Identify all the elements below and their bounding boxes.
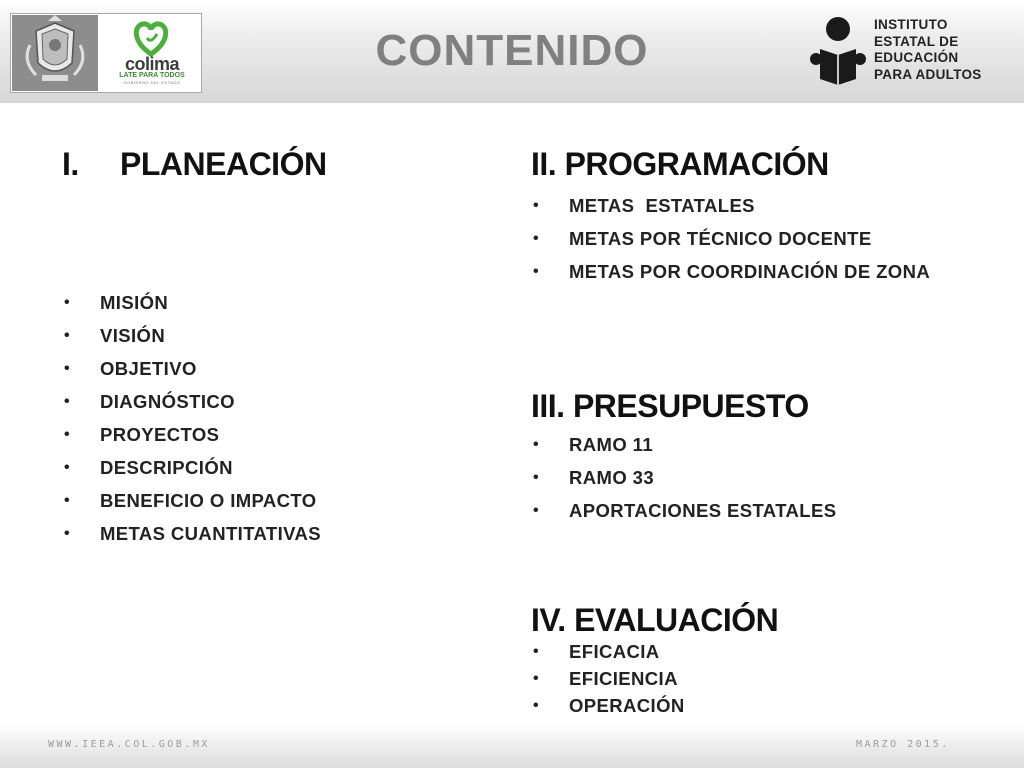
colima-wordmark: colima [124,54,180,74]
section-programacion-title: II. PROGRAMACIÓN [531,146,829,182]
bullet-icon: • [64,525,71,542]
footer-band [0,723,1024,768]
list-item: • METAS POR TÉCNICO DOCENTE [533,228,872,249]
presupuesto-list [531,434,951,533]
bullet-icon: • [533,436,540,453]
section-planeacion-title [62,146,327,183]
colima-subtitle: GOBIERNO DEL ESTADO [123,80,181,85]
bullet-icon: • [64,294,71,311]
ieea-name [874,17,982,83]
section-planeacion-label: PLANEACIÓN [120,146,327,182]
section-planeacion-numeral: I. [62,146,79,182]
ieea-name-line-1: INSTITUTO [874,17,948,32]
list-item: • OPERACIÓN [533,695,685,716]
bullet-icon: • [64,426,71,443]
bullet-icon: • [64,459,71,476]
bullet-icon: • [533,230,540,247]
list-item: • EFICACIA [533,641,660,662]
list-item: • RAMO 33 [533,467,655,488]
ieea-logo [808,15,1008,90]
evaluacion-list [531,641,951,722]
list-item: • DIAGNÓSTICO [64,391,235,412]
bullet-icon: • [533,643,540,660]
bullet-icon: • [533,263,540,280]
reader-icon [808,15,868,87]
list-item: • METAS CUANTITATIVAS [64,523,322,544]
ieea-name-line-2: ESTATAL DE [874,33,959,49]
list-item: • METAS ESTATALES [533,195,755,216]
bullet-icon: • [64,393,71,410]
list-item: • PROYECTOS [64,424,220,445]
slide-title: CONTENIDO [375,26,649,75]
bullet-icon: • [64,360,71,377]
section-presupuesto-title: III. PRESUPUESTO [531,388,809,424]
header-band [0,0,1024,103]
bullet-icon: • [64,327,71,344]
ieea-name-line-3: EDUCACIÓN [874,50,959,65]
bullet-icon: • [64,492,71,509]
list-item: • DESCRIPCIÓN [64,457,233,478]
bullet-icon: • [533,502,540,519]
list-item: • BENEFICIO O IMPACTO [64,490,317,511]
section-evaluacion-title: IV. EVALUACIÓN [531,602,779,638]
footer-date: MARZO 2015. [856,739,950,750]
bullet-icon: • [533,697,540,714]
list-item: • VISIÓN [64,325,166,346]
bullet-icon: • [533,670,540,687]
programacion-list [531,195,951,294]
list-item: • RAMO 11 [533,434,654,455]
list-item: • MISIÓN [64,292,169,313]
colima-tagline: LATE PARA TODOS [119,72,185,79]
bullet-icon: • [533,197,540,214]
bullet-icon: • [533,469,540,486]
list-item: • METAS POR COORDINACIÓN DE ZONA [533,261,931,282]
ieea-name-line-4: PARA ADULTOS [874,66,982,82]
planeacion-list [62,292,482,556]
list-item: • APORTACIONES ESTATALES [533,500,837,521]
list-item: • EFICIENCIA [533,668,678,689]
footer-url: WWW.IEEA.COL.GOB.MX [48,739,210,750]
list-item: • OBJETIVO [64,358,197,379]
